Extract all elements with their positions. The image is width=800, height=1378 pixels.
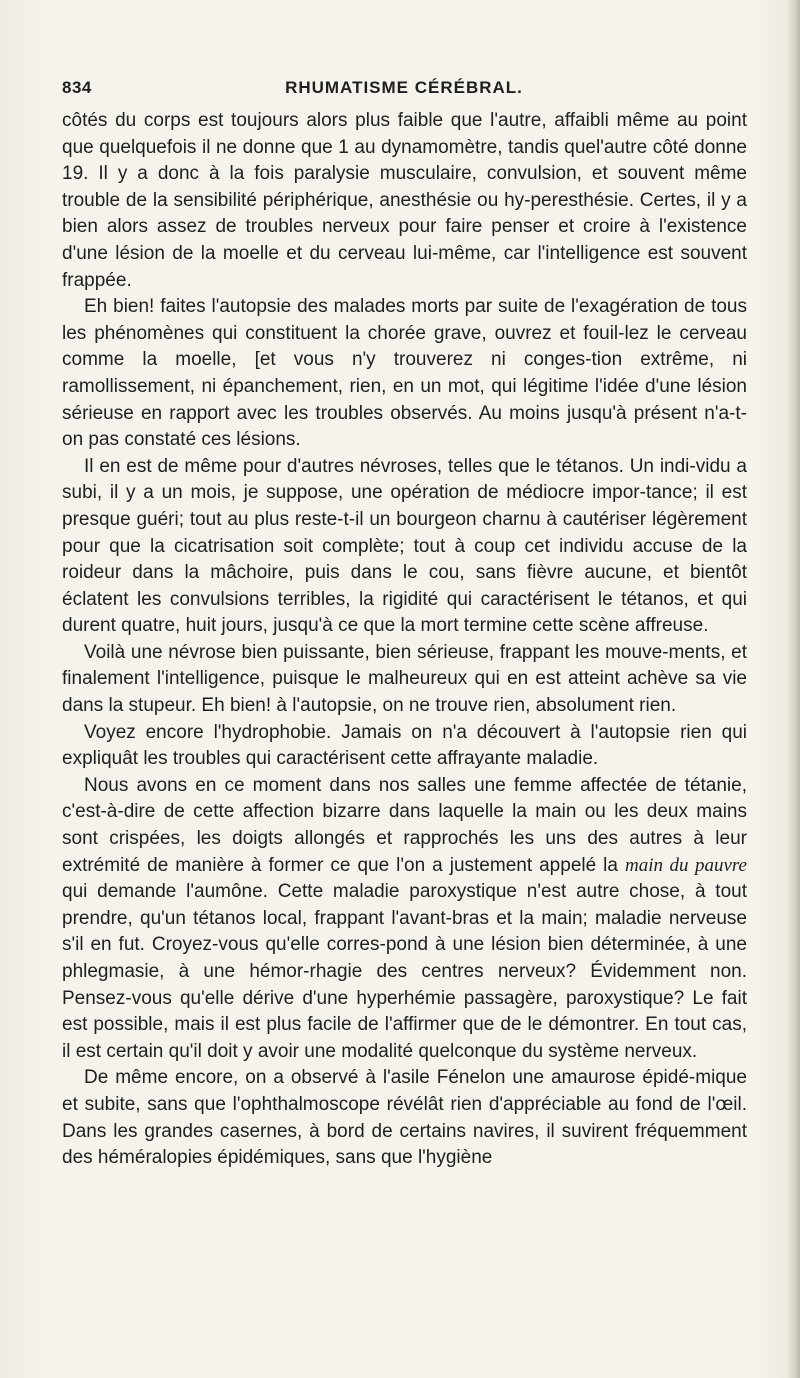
page-header <box>62 78 746 104</box>
page-number: 834 <box>62 78 92 97</box>
paragraph: De même encore, on a observé à l'asile Fénelon une amaurose épidé-mique et subite, sans que l'ophthalmoscope révélât rien d'appréciable au fond de l'œil. Dans les grandes casernes, à bord de certains navires, il suvirent fréquemment des héméralopies épidémiques, sans que l'hygiène <box>62 1067 747 1169</box>
paragraph-text: qui demande l'aumône. Cette maladie paroxystique n'est autre chose, à tout prendre, qu'un tétanos local, frappant l'avant-bras et la main; maladie nerveuse s'il en fut. Croyez-vous qu'elle corres-pond à une lésion bien déterminée, à une phlegmasie, à une hémor-rhagie des centres nerveux? Évidemment non. Pensez-vous qu'elle dérive d'une hyperhémie passagère, paroxystique? Le fait est possible, mais il est plus facile de l'affirmer que de le démontrer. En tout cas, il est certain qu'il doit y avoir une modalité quelconque du système nerveux. <box>62 881 747 1062</box>
paragraph-text: Nous avons en ce moment dans nos salles une femme affectée de tétanie, c'est-à-dire de cette affection bizarre dans laquelle la main ou les deux mains sont crispées, les doigts allongés et rapprochés les uns des autres à leur extrémité de manière à former ce que l'on a justement appelé la <box>62 774 747 876</box>
page-edge-shadow <box>786 0 800 1378</box>
paragraph: Il en est de même pour d'autres névroses, telles que le tétanos. Un indi-vidu a subi, il y a un mois, je suppose, une opération de médiocre impor-tance; il est presque guéri; tout au plus reste-t-il un bourgeon charnu à cautériser légèrement pour que la cicatrisation soit complète; tout à coup cet individu accuse de la roideur dans la mâchoire, puis dans le cou, sans fièvre aucune, et bientôt éclatent les convulsions terribles, la rigidité qui caractérisent le tétanos, et qui durent quatre, huit jours, jusqu'à ce que la mort termine cette scène affreuse. <box>62 455 747 637</box>
running-head: RHUMATISME CÉRÉBRAL. <box>285 78 523 97</box>
paragraph: côtés du corps est toujours alors plus faible que l'autre, affaibli même au point que quelquefois il ne donne que 1 au dynamomètre, tandis quel'autre côté donne 19. Il y a donc à la fois paralysie musculaire, convulsion, et souvent même trouble de la sensibilité périphérique, anesthésie ou hy-peresthésie. Certes, il y a bien alors assez de troubles nerveux pour faire penser et croire à l'existence d'une lésion de la moelle et du cerveau lui-même, car l'intelligence est souvent frappée. <box>62 110 747 291</box>
body-text <box>62 108 747 1172</box>
italic-term: main du pauvre <box>624 854 747 876</box>
paragraph: Voilà une névrose bien puissante, bien sérieuse, frappant les mouve-ments, et finalement l'intelligence, puisque le malheureux qui en est atteint achève sa vie dans la stupeur. Eh bien! à l'autopsie, on ne trouve rien, absolument rien. <box>62 641 747 717</box>
paragraph: Eh bien! faites l'autopsie des malades morts par suite de l'exagération de tous les phénomènes qui constituent la chorée grave, ouvrez et fouil-lez le cerveau comme la moelle, [et vous n'y trouverez ni conges-tion extrême, ni ramollissement, ni épanchement, rien, en un mot, qui légitime l'idée d'une lésion sérieuse en rapport avec les troubles observés. Au moins jusqu'à présent n'a-t-on pas constaté ces lésions. <box>62 296 747 451</box>
paragraph <box>62 773 747 1066</box>
paragraph: Voyez encore l'hydrophobie. Jamais on n'a découvert à l'autopsie rien qui expliquât les troubles qui caractérisent cette affrayante maladie. <box>62 721 747 770</box>
